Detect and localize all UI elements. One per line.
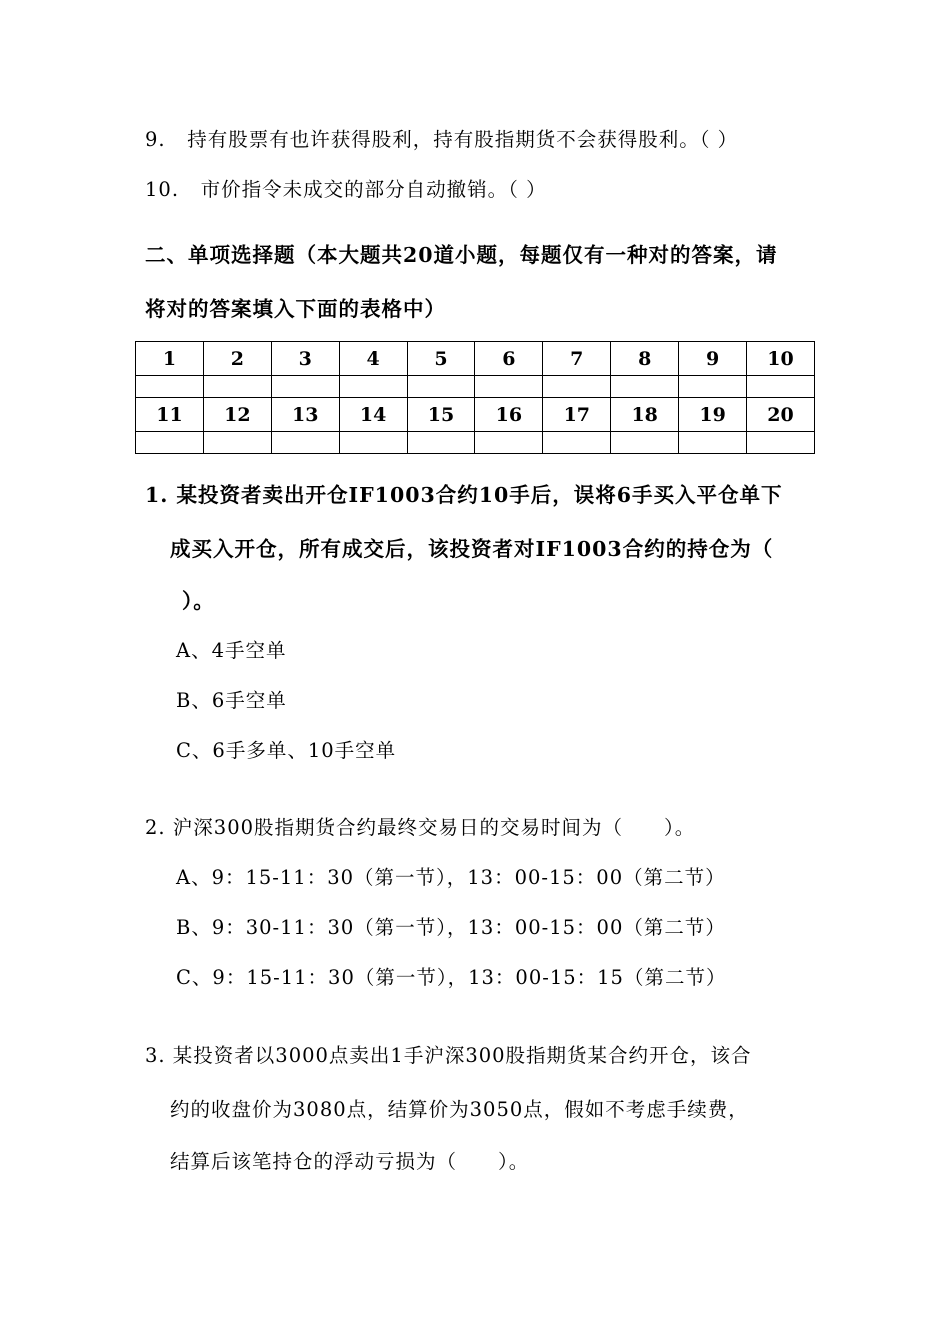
question-1-option-c[interactable]: C、6手多单、10手空单 [176,739,397,762]
tf-item-number: 10. [145,178,180,201]
answer-table-blank-row [136,376,815,398]
answer-blank-cell[interactable] [407,432,475,454]
answer-blank-cell[interactable] [136,432,204,454]
tf-item-text: 市价指令未成交的部分自动撤销。（ ） [200,178,547,201]
answer-table-cell: 4 [339,342,407,376]
tf-item-number: 9. [145,128,166,151]
answer-blank-cell[interactable] [679,376,747,398]
answer-table-cell: 17 [543,398,611,432]
answer-blank-cell[interactable] [339,376,407,398]
answer-table-cell: 8 [611,342,679,376]
tf-item-text: 持有股票有也许获得股利，持有股指期货不会获得股利。（ ） [187,128,739,151]
answer-blank-cell[interactable] [747,432,815,454]
question-3-line-2: 约的收盘价为3080点，结算价为3050点，假如不考虑手续费， [170,1098,749,1121]
answer-table-cell: 3 [271,342,339,376]
question-3-line-1: 3. 某投资者以3000点卖出1手沪深300股指期货某合约开仓，该合 [145,1044,752,1067]
question-1-line-2: 成买入开仓，所有成交后，该投资者对IF1003合约的持仓为（ [170,537,774,561]
answer-table-cell: 5 [407,342,475,376]
question-2-option-b[interactable]: B、9：30-11：30（第一节），13：00-15：00（第二节） [176,916,726,939]
question-3-line-3: 结算后该笔持仓的浮动亏损为（ ）。 [170,1150,530,1173]
answer-blank-cell[interactable] [475,432,543,454]
answer-table-cell: 19 [679,398,747,432]
section-heading-line-2: 将对的答案填入下面的表格中） [145,297,446,321]
answer-table-cell: 18 [611,398,679,432]
answer-blank-cell[interactable] [543,376,611,398]
answer-blank-cell[interactable] [136,376,204,398]
answer-blank-cell[interactable] [475,376,543,398]
answer-blank-cell[interactable] [543,432,611,454]
question-2-line-1: 2. 沪深300股指期货合约最终交易日的交易时间为（ ）。 [145,816,696,839]
answer-blank-cell[interactable] [747,376,815,398]
answer-blank-cell[interactable] [271,432,339,454]
tf-item-9 [145,124,738,152]
answer-table-cell: 11 [136,398,204,432]
answer-table-cell: 12 [203,398,271,432]
question-1-option-a[interactable]: A、4手空单 [176,639,287,662]
answer-table-cell: 15 [407,398,475,432]
answer-blank-cell[interactable] [203,376,271,398]
question-1-option-b[interactable]: B、6手空单 [176,689,287,712]
answer-blank-cell[interactable] [611,376,679,398]
answer-table-cell: 13 [271,398,339,432]
question-1-line-3: ）。 [182,589,215,613]
answer-table-blank-row [136,432,815,454]
answer-table-cell: 9 [679,342,747,376]
question-2-option-c[interactable]: C、9：15-11：30（第一节），13：00-15：15（第二节） [176,966,727,989]
answer-blank-cell[interactable] [407,376,475,398]
answer-table-header-row [136,398,815,432]
answer-table-header-row [136,342,815,376]
answer-table-cell: 16 [475,398,543,432]
answer-table-cell: 6 [475,342,543,376]
answer-blank-cell[interactable] [339,432,407,454]
answer-blank-cell[interactable] [271,376,339,398]
answer-table [135,341,815,454]
answer-table-cell: 14 [339,398,407,432]
answer-table-cell: 20 [747,398,815,432]
question-2-option-a[interactable]: A、9：15-11：30（第一节），13：00-15：00（第二节） [176,866,726,889]
answer-table-cell: 2 [203,342,271,376]
answer-table-cell: 1 [136,342,204,376]
answer-blank-cell[interactable] [611,432,679,454]
answer-blank-cell[interactable] [679,432,747,454]
answer-blank-cell[interactable] [203,432,271,454]
section-heading-line-1: 二、单项选择题（本大题共20道小题，每题仅有一种对的答案，请 [145,243,778,267]
answer-table-cell: 10 [747,342,815,376]
question-1-line-1: 1. 某投资者卖出开仓IF1003合约10手后，误将6手买入平仓单下 [145,483,783,507]
tf-item-10 [145,174,547,202]
answer-table-cell: 7 [543,342,611,376]
